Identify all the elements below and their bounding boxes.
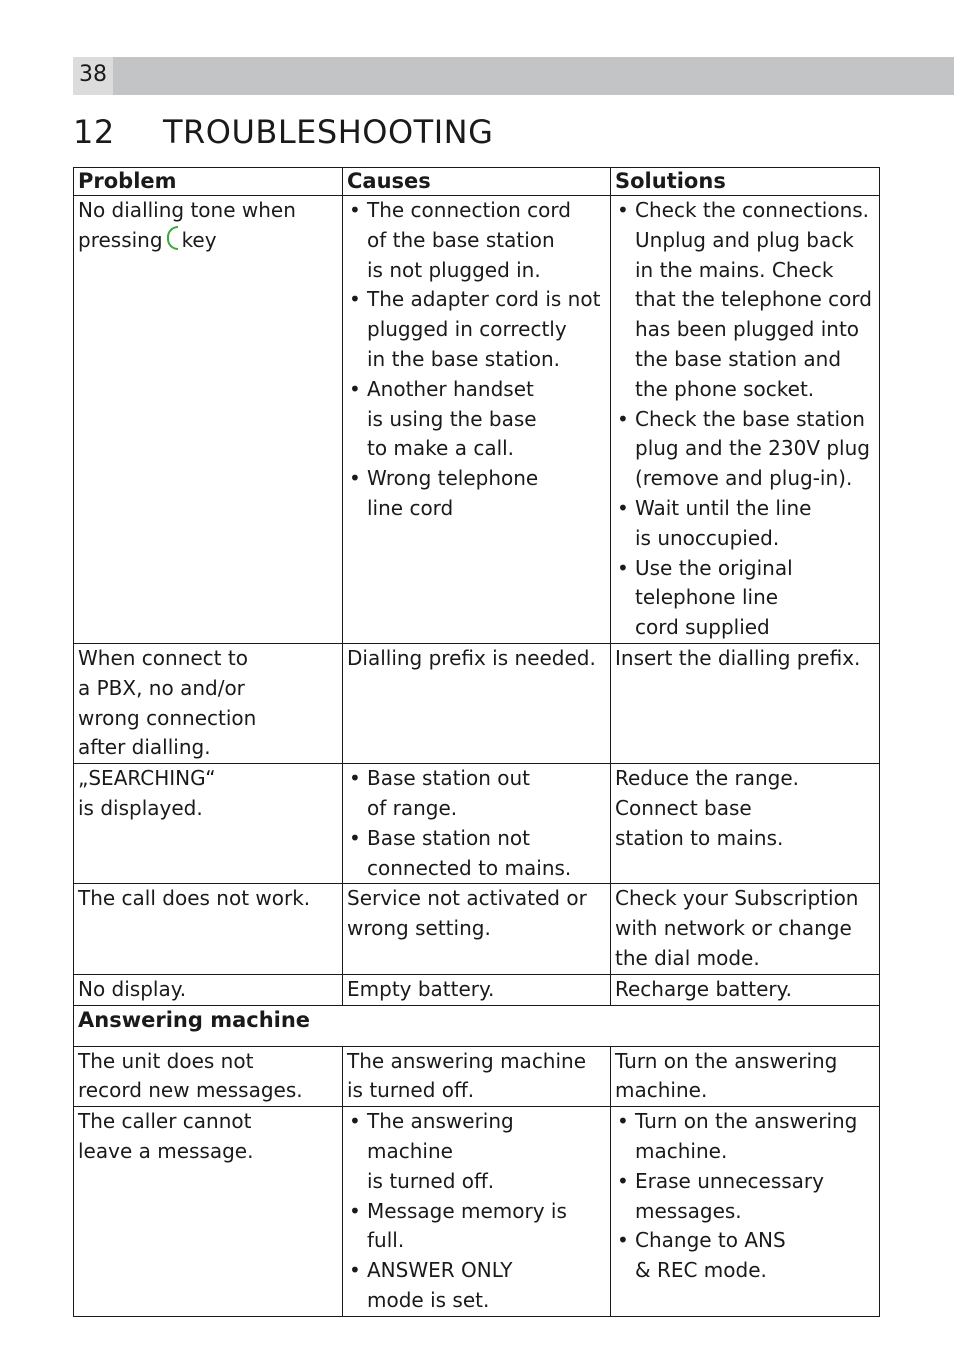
list-item: • Check the base station plug and the 230V plug (remove and plug-in). (615, 405, 875, 494)
problem-cell: The call does not work. (74, 884, 343, 974)
causes-cell (343, 764, 611, 884)
list-item: • Message memory is full. (347, 1197, 606, 1257)
solutions-cell (611, 196, 880, 644)
list-item: • Wrong telephone line cord (347, 464, 606, 524)
list-item: • Wait until the line is unoccupied. (615, 494, 875, 554)
problem-cell: The caller cannot leave a message. (74, 1107, 343, 1317)
problem-text: No dialling tone when pressing (78, 198, 296, 252)
list-item: • The connection cord of the base station is not plugged in. (347, 196, 606, 285)
table-row (74, 196, 880, 644)
problem-cell: „SEARCHING“ is displayed. (74, 764, 343, 884)
section-heading-row (74, 1005, 880, 1046)
solutions-cell: Turn on the answering machine. (611, 1046, 880, 1107)
table-row (74, 764, 880, 884)
table-row (74, 1107, 880, 1317)
list-item: • Check the connections. Unplug and plug back in the mains. Check that the telephone cord has been plugged into the base station and the phone socket. (615, 196, 875, 405)
page-number-box (73, 57, 113, 95)
table-row (74, 974, 880, 1005)
solutions-cell: Recharge battery. (611, 974, 880, 1005)
problem-cell: No display. (74, 974, 343, 1005)
chapter-number: 12 (73, 113, 115, 151)
list-item: • Base station not connected to mains. (347, 824, 606, 884)
causes-cell: Dialling prefix is needed. (343, 643, 611, 763)
solutions-list (615, 1107, 875, 1286)
list-item: • Base station out of range. (347, 764, 606, 824)
causes-list (347, 1107, 606, 1316)
chapter-heading (73, 113, 493, 151)
page-header-bar (73, 57, 954, 95)
column-header-solutions: Solutions (611, 168, 880, 196)
list-item: • The adapter cord is not plugged in correctly in the base station. (347, 285, 606, 374)
causes-cell (343, 1107, 611, 1317)
causes-list (347, 196, 606, 524)
table-row (74, 884, 880, 974)
solutions-cell: Insert the dialling prefix. (611, 643, 880, 763)
solutions-cell (611, 1107, 880, 1317)
list-item: • Turn on the answering machine. (615, 1107, 875, 1167)
list-item: • Change to ANS & REC mode. (615, 1226, 875, 1286)
phone-talk-icon (167, 226, 178, 250)
table-row (74, 1046, 880, 1107)
list-item: • Erase unnecessary messages. (615, 1167, 875, 1227)
solutions-cell: Check your Subscription with network or change the dial mode. (611, 884, 880, 974)
causes-cell: Empty battery. (343, 974, 611, 1005)
problem-text-suffix: key (181, 227, 217, 252)
causes-cell (343, 196, 611, 644)
list-item: • The answering machine is turned off. (347, 1107, 606, 1196)
list-item: • Use the original telephone line cord supplied (615, 554, 875, 643)
troubleshooting-table (73, 167, 880, 1317)
causes-cell: The answering machine is turned off. (343, 1046, 611, 1107)
page-number: 38 (79, 62, 107, 87)
table-header-row (74, 168, 880, 196)
section-heading-answering-machine: Answering machine (74, 1005, 880, 1046)
solutions-list (615, 196, 875, 643)
column-header-causes: Causes (343, 168, 611, 196)
causes-list (347, 764, 606, 883)
problem-cell (74, 196, 343, 644)
causes-cell: Service not activated or wrong setting. (343, 884, 611, 974)
solutions-cell: Reduce the range. Connect base station to mains. (611, 764, 880, 884)
column-header-problem: Problem (74, 168, 343, 196)
chapter-title: TROUBLESHOOTING (163, 113, 494, 151)
list-item: • ANSWER ONLY mode is set. (347, 1256, 606, 1316)
table-row (74, 643, 880, 763)
problem-cell: When connect to a PBX, no and/or wrong connection after dialling. (74, 643, 343, 763)
list-item: • Another handset is using the base to make a call. (347, 375, 606, 464)
problem-cell: The unit does not record new messages. (74, 1046, 343, 1107)
